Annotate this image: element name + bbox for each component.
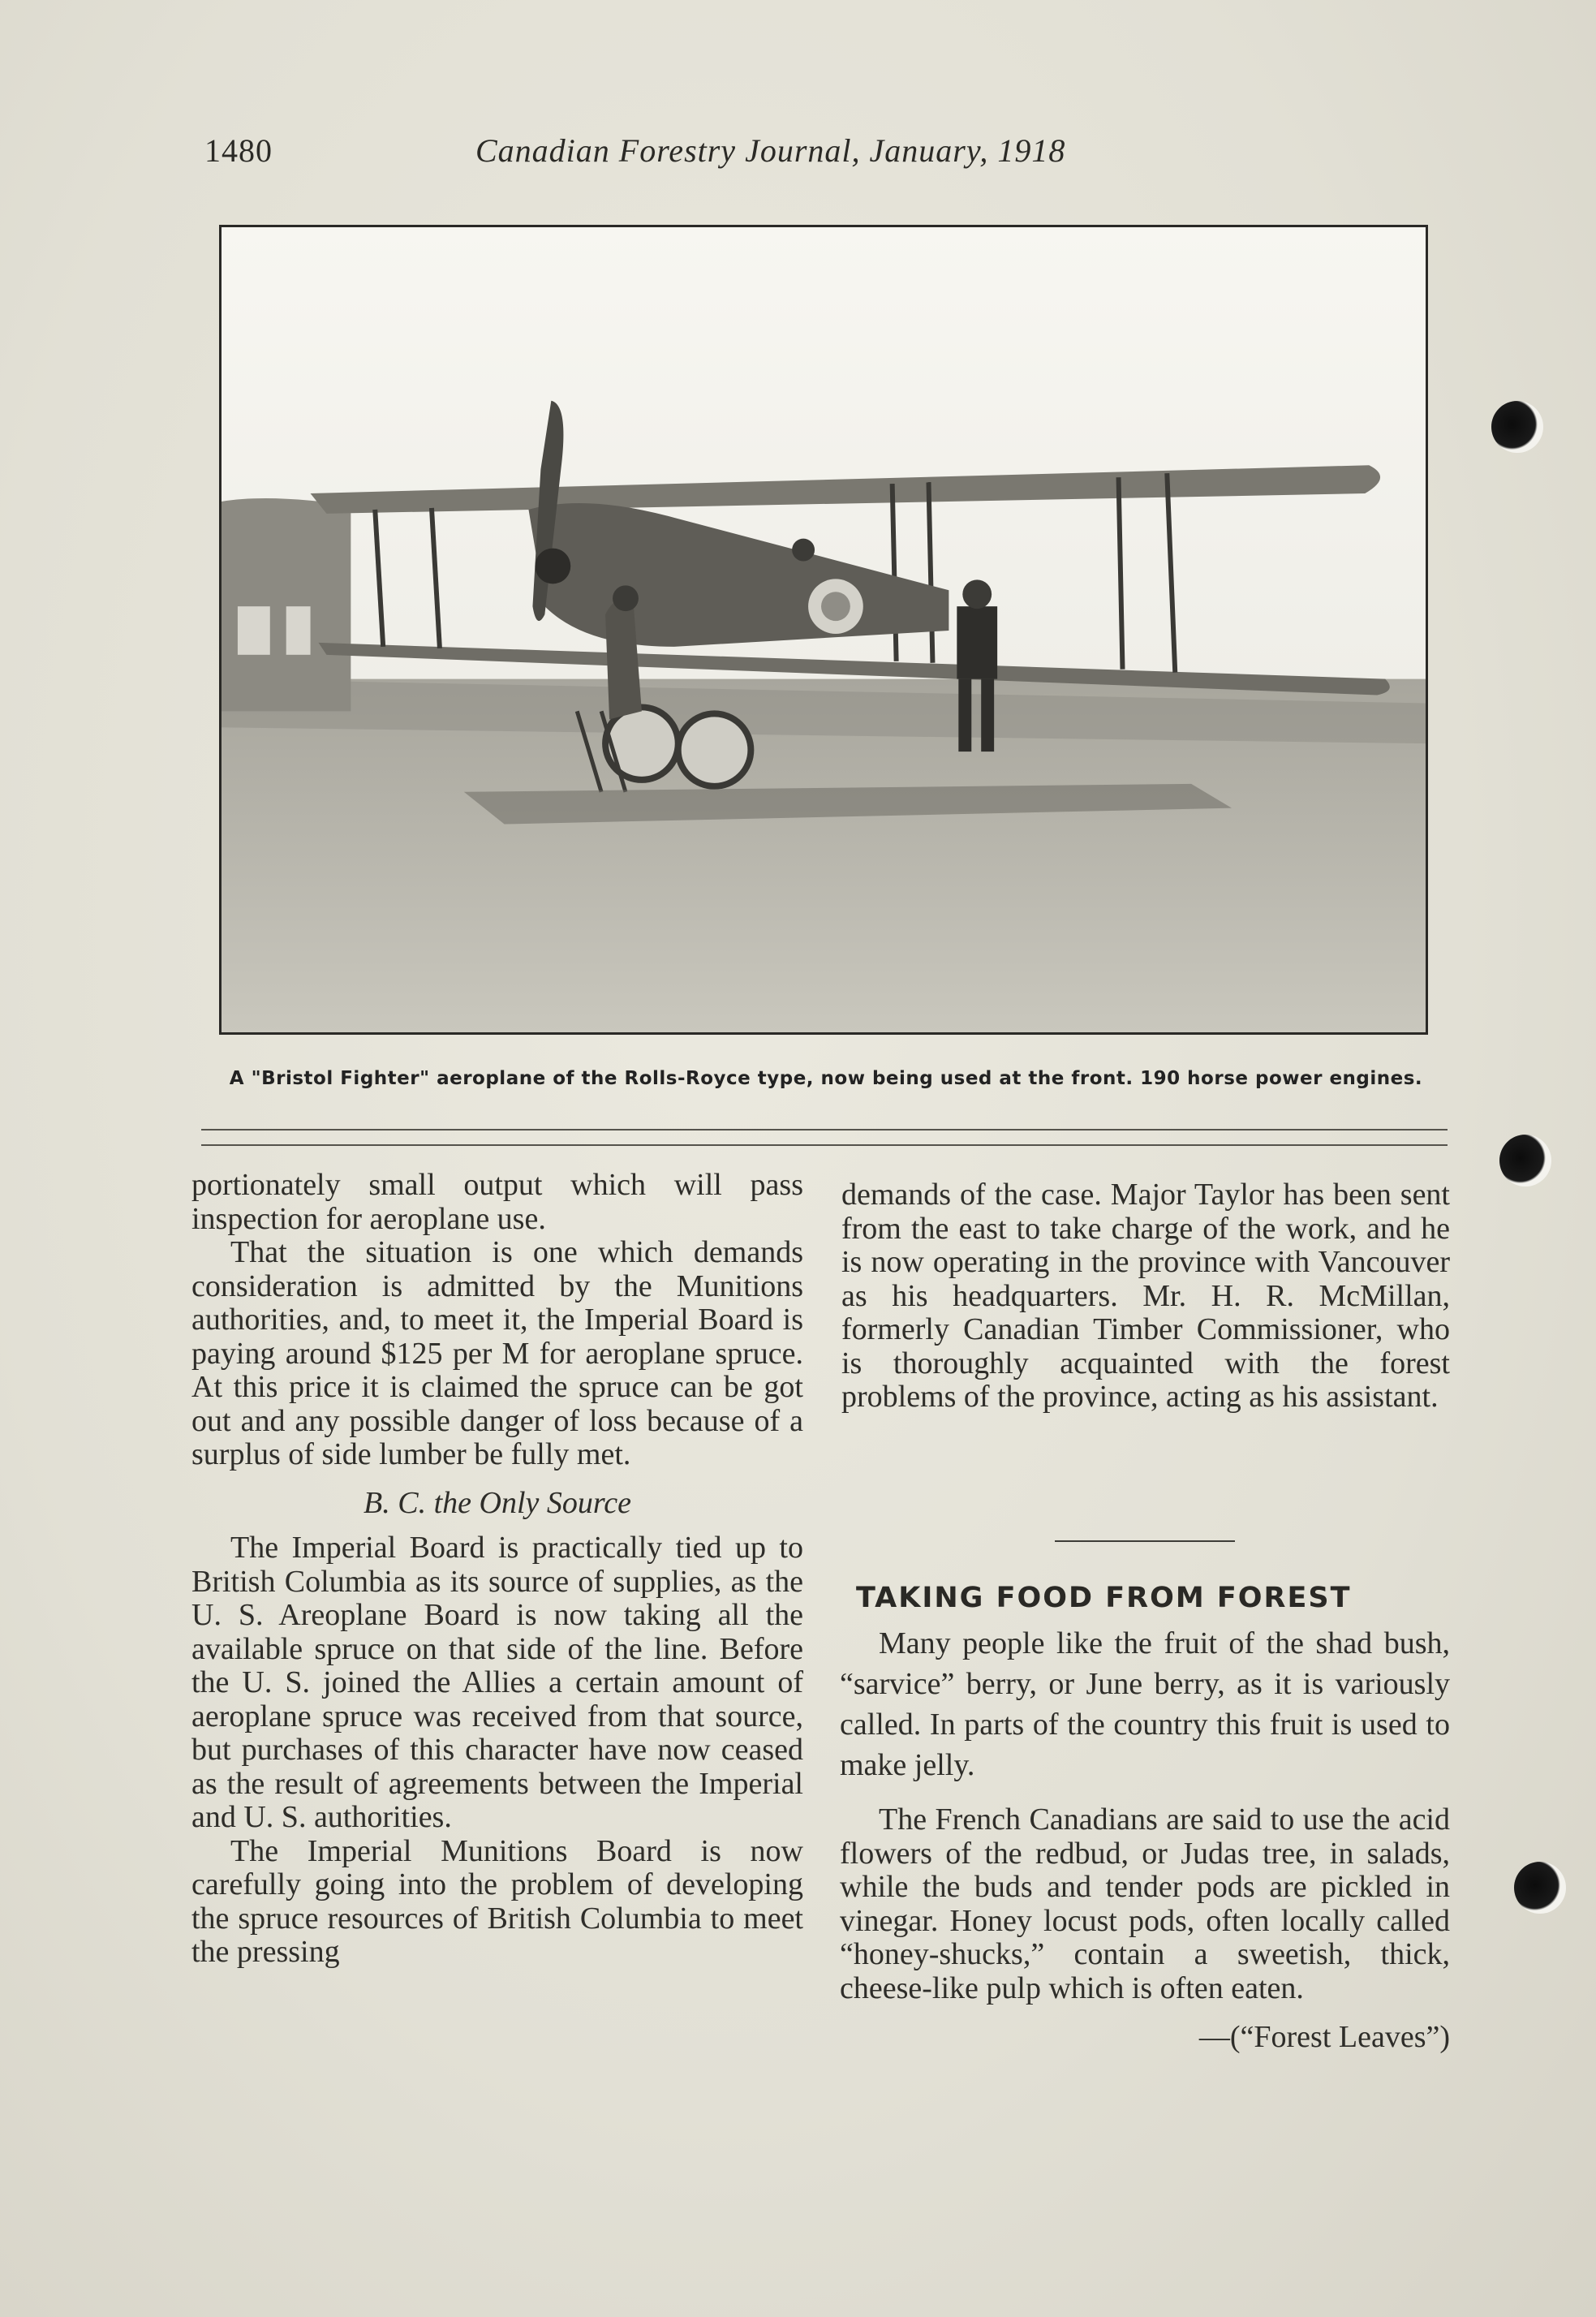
journal-title: Canadian Forestry Journal, January, 1918	[475, 132, 1066, 169]
biplane-illustration	[222, 227, 1426, 1032]
article-heading: TAKING FOOD FROM FOREST	[856, 1582, 1352, 1614]
binder-hole-middle	[1499, 1135, 1551, 1186]
source-credit: —(“Forest Leaves”)	[1198, 2020, 1450, 2054]
left-paragraph-4: The Imperial Munitions Board is now carefully going into the problem of developing the spruce resources of British Columbia to meet the pressing	[191, 1833, 803, 1969]
binder-hole-top	[1491, 401, 1543, 453]
photo-caption: A "Bristol Fighter" aeroplane of the Rolls-Royce type, now being used at the front. 190 horse power engines.	[229, 1068, 1423, 1089]
biplane-photo	[219, 225, 1428, 1035]
running-head	[0, 131, 1596, 180]
left-column	[191, 1169, 803, 1970]
article-paragraph-1: Many people like the fruit of the shad bush, “sarvice” berry, or June berry, as it is variously called. In parts of the country this fruit is used to make jelly.	[840, 1626, 1450, 1782]
article-body	[840, 1623, 1450, 2057]
article-separator	[1055, 1540, 1235, 1542]
right-paragraph-1: demands of the case. Major Taylor has been sent from the east to take charge of the work, and he is now operating in the province with Vancouver as his headquarters. Mr. H. R. McMillan, formerly Canadian Timber Commissioner, who is thoroughly acquainted with the forest problems of the province, acting as his assistant.	[841, 1178, 1450, 1414]
binder-hole-bottom	[1514, 1862, 1566, 1914]
left-paragraph-3: The Imperial Board is practically tied up to British Columbia as its source of supplies, as the U. S. Areoplane Board is now taking all the available spruce on that side of the line. Before the U. S. joined the Allies a certain amount of aeroplane spruce was received from that source, but purchases of this character have now ceased as the result of agreements between the Imperial and U. S. authorities.	[191, 1531, 803, 1834]
caption-rule-bottom	[201, 1144, 1448, 1146]
page-number: 1480	[204, 132, 273, 169]
right-column	[841, 1178, 1450, 1415]
article-paragraph-2: The French Canadians are said to use the acid flowers of the redbud, or Judas tree, in salads, while the buds and tender pods are pickled in vinegar. Honey locust pods, often locally called “honey-shucks,” contain a sweetish, thick, cheese-like pulp which is often eaten.	[840, 1802, 1450, 2005]
left-paragraph-2: That the situation is one which demands consideration is admitted by the Munitions authorities, and, to meet it, the Imperial Board is paying around $125 per M for aeroplane spruce. At this price it is claimed the spruce can be got out and any possible danger of loss because of a surplus of side lumber be fully met.	[191, 1235, 803, 1471]
left-paragraph-1: portionately small output which will pass inspection for aeroplane use.	[191, 1168, 803, 1236]
caption-rule-top	[201, 1129, 1448, 1131]
subhead-bc-only-source: B. C. the Only Source	[364, 1485, 631, 1520]
